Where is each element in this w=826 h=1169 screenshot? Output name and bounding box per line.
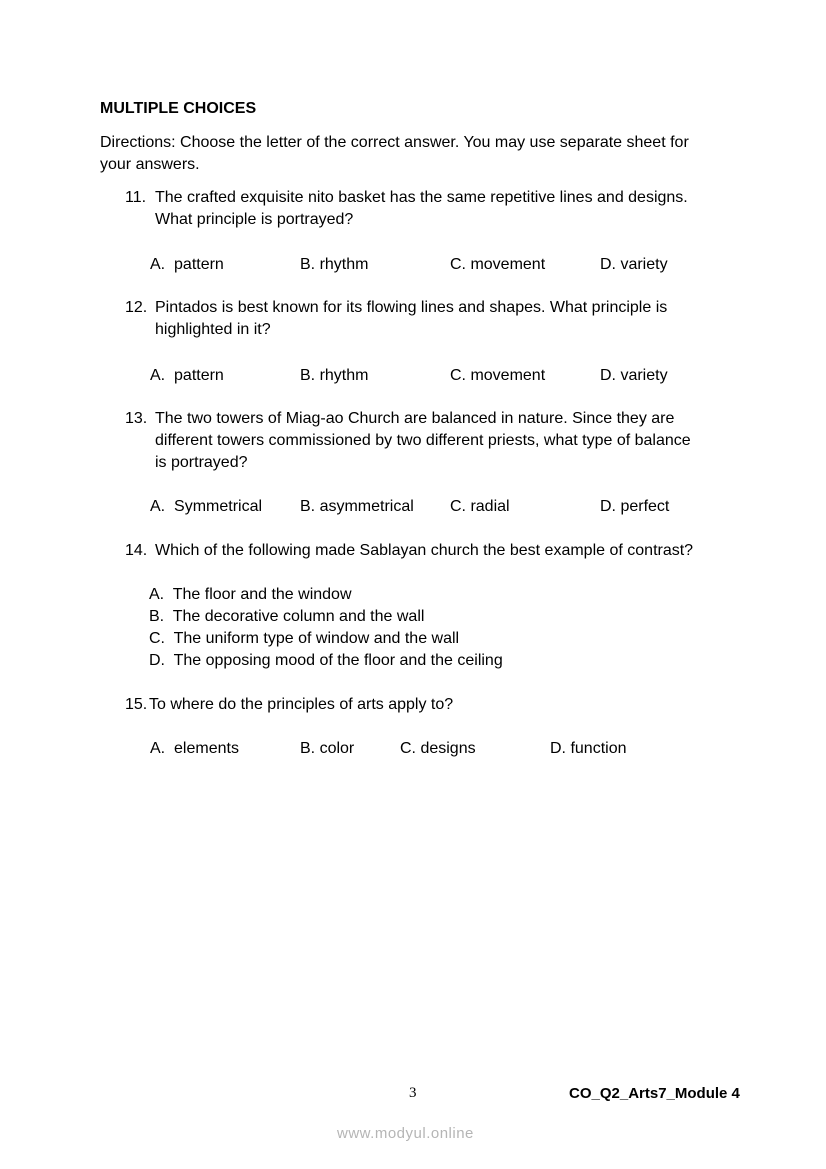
directions-line-2: your answers. xyxy=(100,156,200,173)
question-text-line: different towers commissioned by two different priests, what type of balance xyxy=(155,432,691,449)
question-text-line: highlighted in it? xyxy=(155,321,271,338)
choice-c: C. movement xyxy=(450,256,546,273)
question-text-line: The crafted exquisite nito basket has the same repetitive lines and designs. xyxy=(155,189,688,206)
choice-c: C. movement xyxy=(450,367,546,384)
choice-d: D. variety xyxy=(600,367,668,384)
choice-b: B. color xyxy=(300,740,355,757)
choice-b: B. rhythm xyxy=(300,367,369,384)
page-number: 3 xyxy=(409,1085,417,1101)
choice-b: B. rhythm xyxy=(300,256,369,273)
watermark: www.modyul.online xyxy=(337,1125,474,1142)
question-text-line: Pintados is best known for its flowing lines and shapes. What principle is xyxy=(155,299,668,316)
choice-a: A. pattern xyxy=(150,256,224,273)
directions-line-1: Directions: Choose the letter of the correct answer. You may use separate sheet for xyxy=(100,134,689,151)
question-text-line: To where do the principles of arts apply to? xyxy=(149,696,454,713)
choice-a: A. elements xyxy=(150,740,239,757)
question-number: 15. xyxy=(125,696,148,713)
choice-c: C. designs xyxy=(400,740,476,757)
choice-c: C. The uniform type of window and the wall xyxy=(149,630,460,647)
choice-d: D. function xyxy=(550,740,627,757)
choice-c: C. radial xyxy=(450,498,510,515)
choice-a: A. The floor and the window xyxy=(149,586,352,603)
question-number: 14. xyxy=(125,542,148,559)
question-number: 11. xyxy=(125,189,147,206)
choice-b: B. The decorative column and the wall xyxy=(149,608,425,625)
question-text-line: The two towers of Miag-ao Church are balanced in nature. Since they are xyxy=(155,410,675,427)
question-text-line: is portrayed? xyxy=(155,454,248,471)
question-number: 12. xyxy=(125,299,148,316)
choice-a: A. Symmetrical xyxy=(150,498,263,515)
choice-d: D. perfect xyxy=(600,498,670,515)
module-code: CO_Q2_Arts7_Module 4 xyxy=(569,1085,740,1102)
question-text-line: Which of the following made Sablayan church the best example of contrast? xyxy=(155,542,694,559)
choice-d: D. The opposing mood of the floor and the ceiling xyxy=(149,652,503,669)
question-text-line: What principle is portrayed? xyxy=(155,211,354,228)
section-heading: MULTIPLE CHOICES xyxy=(100,100,257,117)
choice-b: B. asymmetrical xyxy=(300,498,414,515)
choice-d: D. variety xyxy=(600,256,668,273)
question-number: 13. xyxy=(125,410,148,427)
choice-a: A. pattern xyxy=(150,367,224,384)
